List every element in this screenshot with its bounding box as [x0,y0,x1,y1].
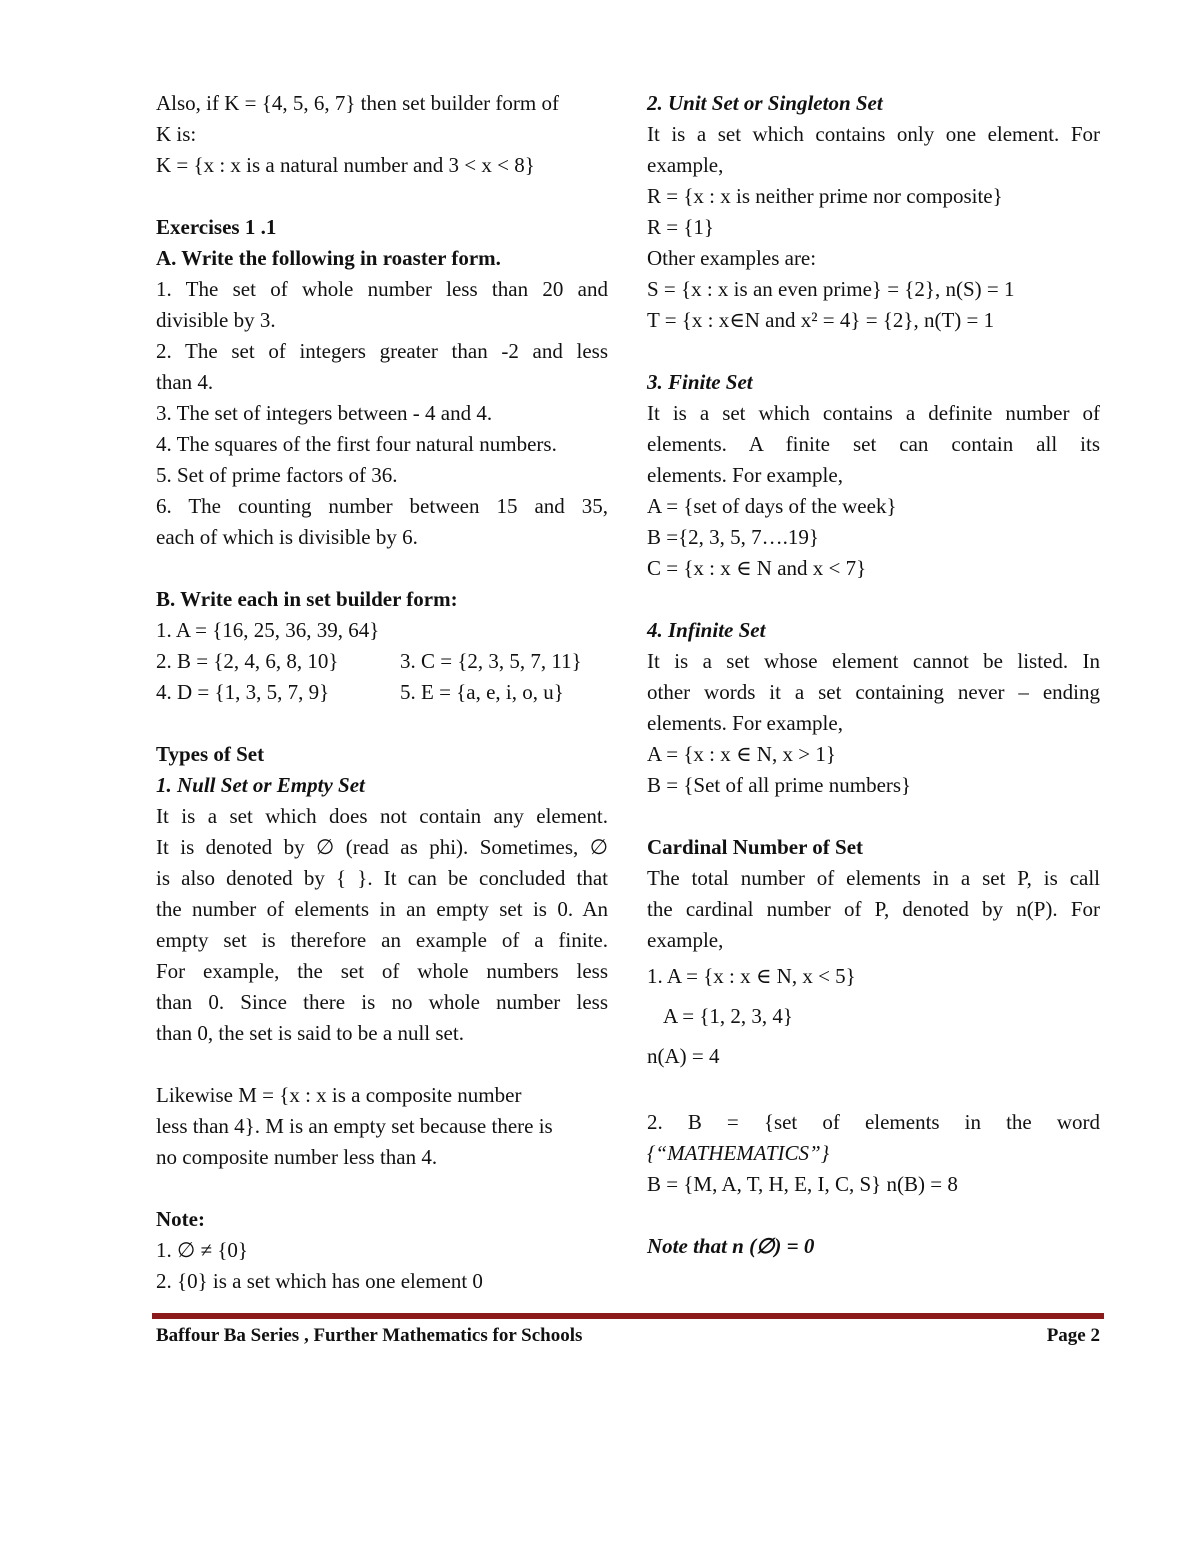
text-line: 2. {0} is a set which has one element 0 [156,1269,483,1293]
text-line: 1. A = {16, 25, 36, 39, 64} [156,618,380,642]
right-column [647,88,1100,1262]
exercises-heading: Exercises 1 .1 [156,215,277,239]
text-line: than 4. [156,370,214,394]
finite-set-heading: 3. Finite Set [647,370,753,394]
text-line: K is: [156,122,197,146]
exercise-b-heading: B. Write each in set builder form: [156,587,458,611]
text-line: elements. A finite set can contain all its [647,432,1100,456]
cardinal-heading: Cardinal Number of Set [647,835,864,859]
text-line: It is a set which contains a definite number of [647,401,1100,425]
text-line: 3. The set of integers between - 4 and 4. [156,401,493,425]
text-line: no composite number less than 4. [156,1145,438,1169]
text-line: than 0, the set is said to be a null set. [156,1021,464,1045]
text-line: than 0. Since there is no whole number less [156,990,608,1014]
text-line: 5. Set of prime factors of 36. [156,463,398,487]
text-line: It is a set whose element cannot be listed. In [647,649,1100,673]
text-line: R = {x : x is neither prime nor composite} [647,184,1003,208]
text-line: 2. B = {set of elements in the word [647,1110,1100,1134]
text-line: It is denoted by ∅ (read as phi). Sometimes, ∅ [156,835,608,859]
text-line: each of which is divisible by 6. [156,525,418,549]
text-line: Likewise M = {x : x is a composite number [156,1083,522,1107]
text-line: 4. The squares of the first four natural numbers. [156,432,557,456]
text-line: the cardinal number of P, denoted by n(P). For [647,897,1100,921]
exercise-item: 5. E = {a, e, i, o, u} [400,680,564,704]
text-line: is also denoted by { }. It can be concluded that [156,866,608,890]
text-line: A = {1, 2, 3, 4} [663,1004,794,1028]
exercise-item: 4. D = {1, 3, 5, 7, 9} [156,680,330,704]
exercise-item: 3. C = {2, 3, 5, 7, 11} [400,649,582,673]
text-line: 1. A = {x : x ∈ N, x < 5} [647,964,856,988]
text-line: the number of elements in an empty set is 0. An [156,897,608,921]
infinite-set-heading: 4. Infinite Set [647,618,766,642]
exercise-item: 2. B = {2, 4, 6, 8, 10} [156,649,339,673]
exercise-a-heading: A. Write the following in roaster form. [156,246,501,270]
text-line: It is a set which contains only one element. For [647,122,1100,146]
text-line: {“MATHEMATICS”} [647,1141,830,1165]
page-number: Page 2 [1046,1325,1100,1346]
text-line: B = {Set of all prime numbers} [647,773,912,797]
null-set-heading: 1. Null Set or Empty Set [156,773,365,797]
text-line: other words it a set containing never – ending [647,680,1100,704]
text-line: The total number of elements in a set P, is call [647,866,1100,890]
text-line: For example, the set of whole numbers less [156,959,608,983]
text-line: elements. For example, [647,711,843,735]
text-line: K = {x : x is a natural number and 3 < x < 8} [156,153,535,177]
text-line: n(A) = 4 [647,1044,720,1068]
text-line: 1. ∅ ≠ {0} [156,1238,248,1262]
text-line: T = {x : x∈N and x² = 4} = {2}, n(T) = 1 [647,308,995,332]
text-line: Also, if K = {4, 5, 6, 7} then set builder form of [156,91,559,115]
text-line: elements. For example, [647,463,843,487]
left-column [156,88,608,1297]
text-line [156,646,608,677]
footer-rule [152,1313,1104,1319]
text-line: 1. The set of whole number less than 20 and [156,277,608,301]
text-line: R = {1} [647,215,715,239]
types-heading: Types of Set [156,742,265,766]
text-line: B = {M, A, T, H, E, I, C, S} n(B) = 8 [647,1172,958,1196]
text-line: 2. The set of integers greater than -2 and less [156,339,608,363]
unit-set-heading: 2. Unit Set or Singleton Set [647,91,883,115]
text-line: divisible by 3. [156,308,276,332]
text-line: A = {set of days of the week} [647,494,897,518]
text-line: A = {x : x ∈ N, x > 1} [647,742,836,766]
text-line [156,677,608,708]
text-line: example, [647,928,724,952]
footer-title: Baffour Ba Series , Further Mathematics for Schools [156,1325,583,1346]
note-empty-set: Note that n (∅) = 0 [647,1234,815,1258]
text-line: 6. The counting number between 15 and 35, [156,494,608,518]
text-line: example, [647,153,724,177]
note-heading: Note: [156,1207,205,1231]
text-line: empty set is therefore an example of a finite. [156,928,608,952]
text-line: S = {x : x is an even prime} = {2}, n(S) = 1 [647,277,1015,301]
text-line: C = {x : x ∈ N and x < 7} [647,556,867,580]
text-line: It is a set which does not contain any element. [156,804,608,828]
text-line: Other examples are: [647,246,817,270]
text-line: less than 4}. M is an empty set because there is [156,1114,553,1138]
text-line: B ={2, 3, 5, 7….19} [647,525,820,549]
page-footer [156,1325,1100,1347]
